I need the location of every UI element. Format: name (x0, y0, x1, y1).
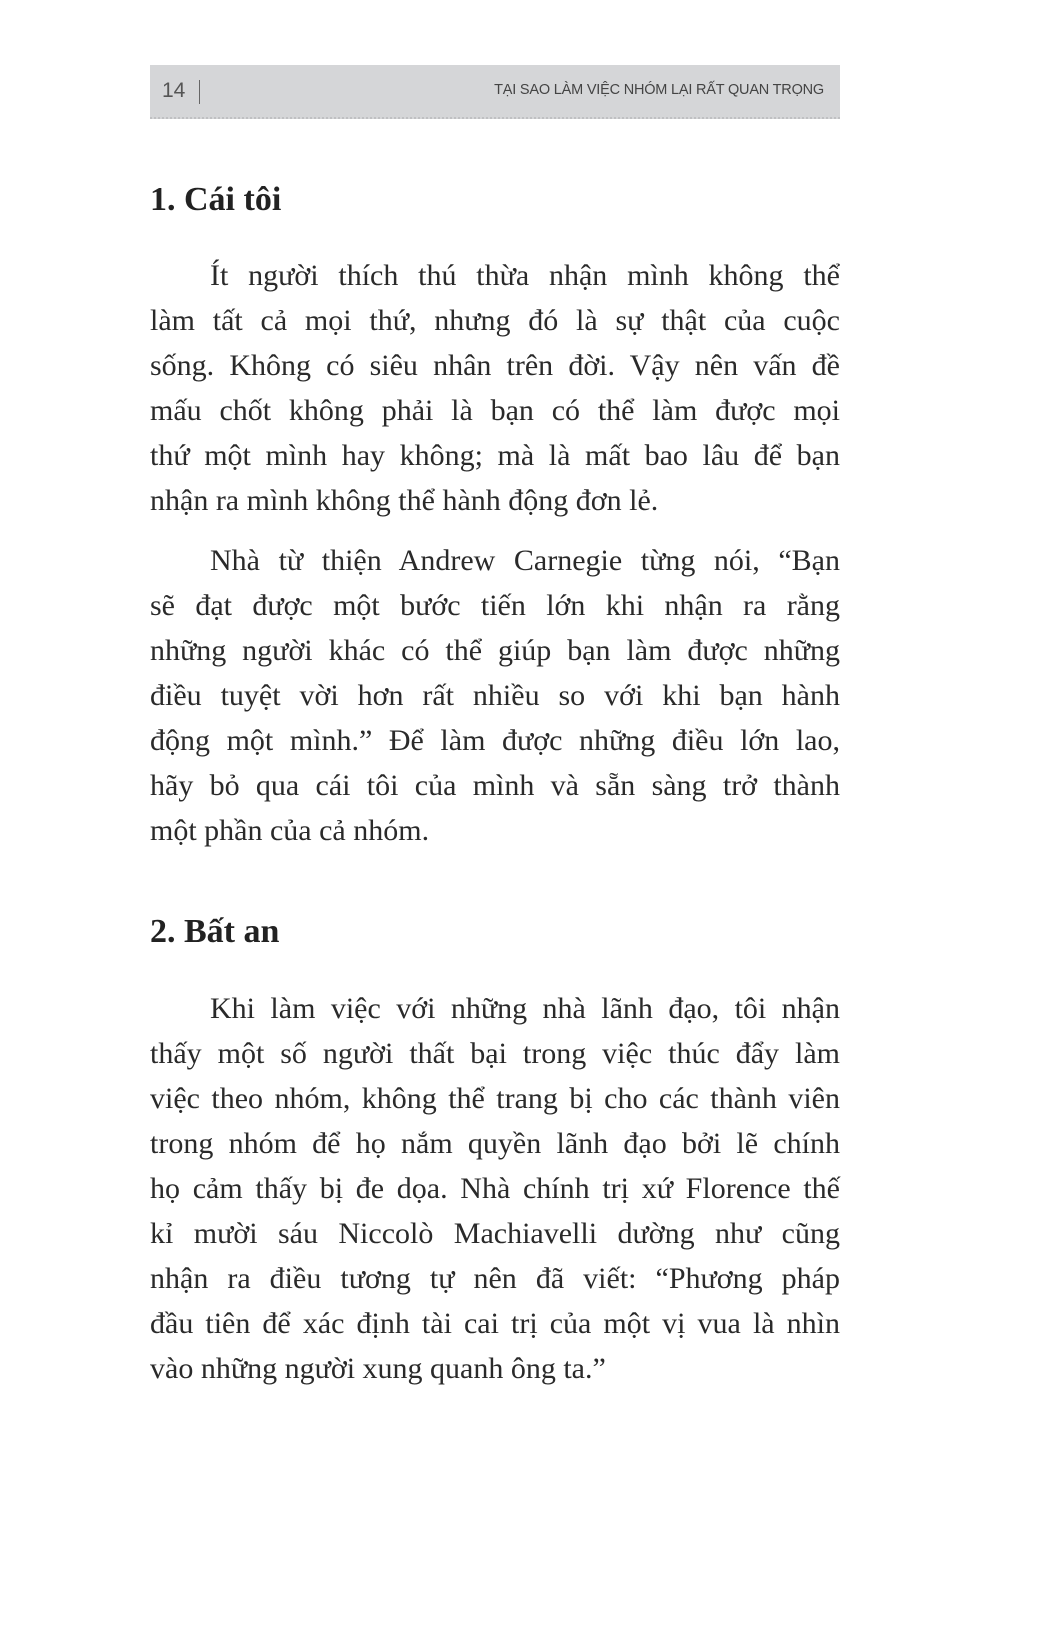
paragraph (150, 986, 840, 1391)
text-line: sẽ đạt được một bước tiến lớn khi nhận ra rằng (150, 589, 840, 622)
text-line: mấu chốt không phải là bạn có thể làm được mọi (150, 394, 840, 427)
page-number: 14 (162, 79, 186, 102)
text-line: điều tuyệt vời hơn rất nhiều so với khi bạn hành (150, 679, 840, 712)
text-line: vào những người xung quanh ông ta.” (150, 1352, 606, 1385)
text-line: đầu tiên để xác định tài cai trị của một vị vua là nhìn (150, 1307, 840, 1340)
text-line: Ít người thích thú thừa nhận mình không thể (210, 259, 840, 292)
text-line: một phần của cả nhóm. (150, 814, 430, 847)
text-line: sống. Không có siêu nhân trên đời. Vậy nên vấn đề (150, 349, 840, 382)
text-line: nhận ra điều tương tự nên đã viết: “Phương pháp (150, 1262, 840, 1295)
text-line: động một mình.” Để làm được những điều lớn lao, (150, 724, 840, 757)
text-line: trong nhóm để họ nắm quyền lãnh đạo bởi lẽ chính (150, 1127, 840, 1160)
text-line: kỉ mười sáu Niccolò Machiavelli dường như cũng (150, 1217, 840, 1250)
header-divider (199, 80, 200, 104)
text-line: làm tất cả mọi thứ, nhưng đó là sự thật của cuộc (150, 304, 840, 337)
text-line: họ cảm thấy bị đe dọa. Nhà chính trị xứ Florence thế (150, 1172, 840, 1205)
running-title: TẠI SAO LÀM VIỆC NHÓM LẠI RẤT QUAN TRỌNG (494, 82, 824, 98)
paragraph (150, 538, 840, 853)
text-line: thứ một mình hay không; mà là mất bao lâu để bạn (150, 439, 840, 472)
text-line: Khi làm việc với những nhà lãnh đạo, tôi nhận (210, 992, 840, 1025)
text-line: hãy bỏ qua cái tôi của mình và sẵn sàng trở thành (150, 769, 840, 802)
section-heading-2: 2. Bất an (150, 913, 280, 950)
text-line: Nhà từ thiện Andrew Carnegie từng nói, “Bạn (210, 544, 840, 577)
running-header (150, 65, 840, 119)
section-heading-1: 1. Cái tôi (150, 181, 282, 218)
text-line: thấy một số người thất bại trong việc thúc đẩy làm (150, 1037, 840, 1070)
text-line: những người khác có thể giúp bạn làm được những (150, 634, 840, 667)
paragraph (150, 253, 840, 523)
text-line: việc theo nhóm, không thể trang bị cho các thành viên (150, 1082, 840, 1115)
text-line: nhận ra mình không thể hành động đơn lẻ. (150, 484, 659, 517)
